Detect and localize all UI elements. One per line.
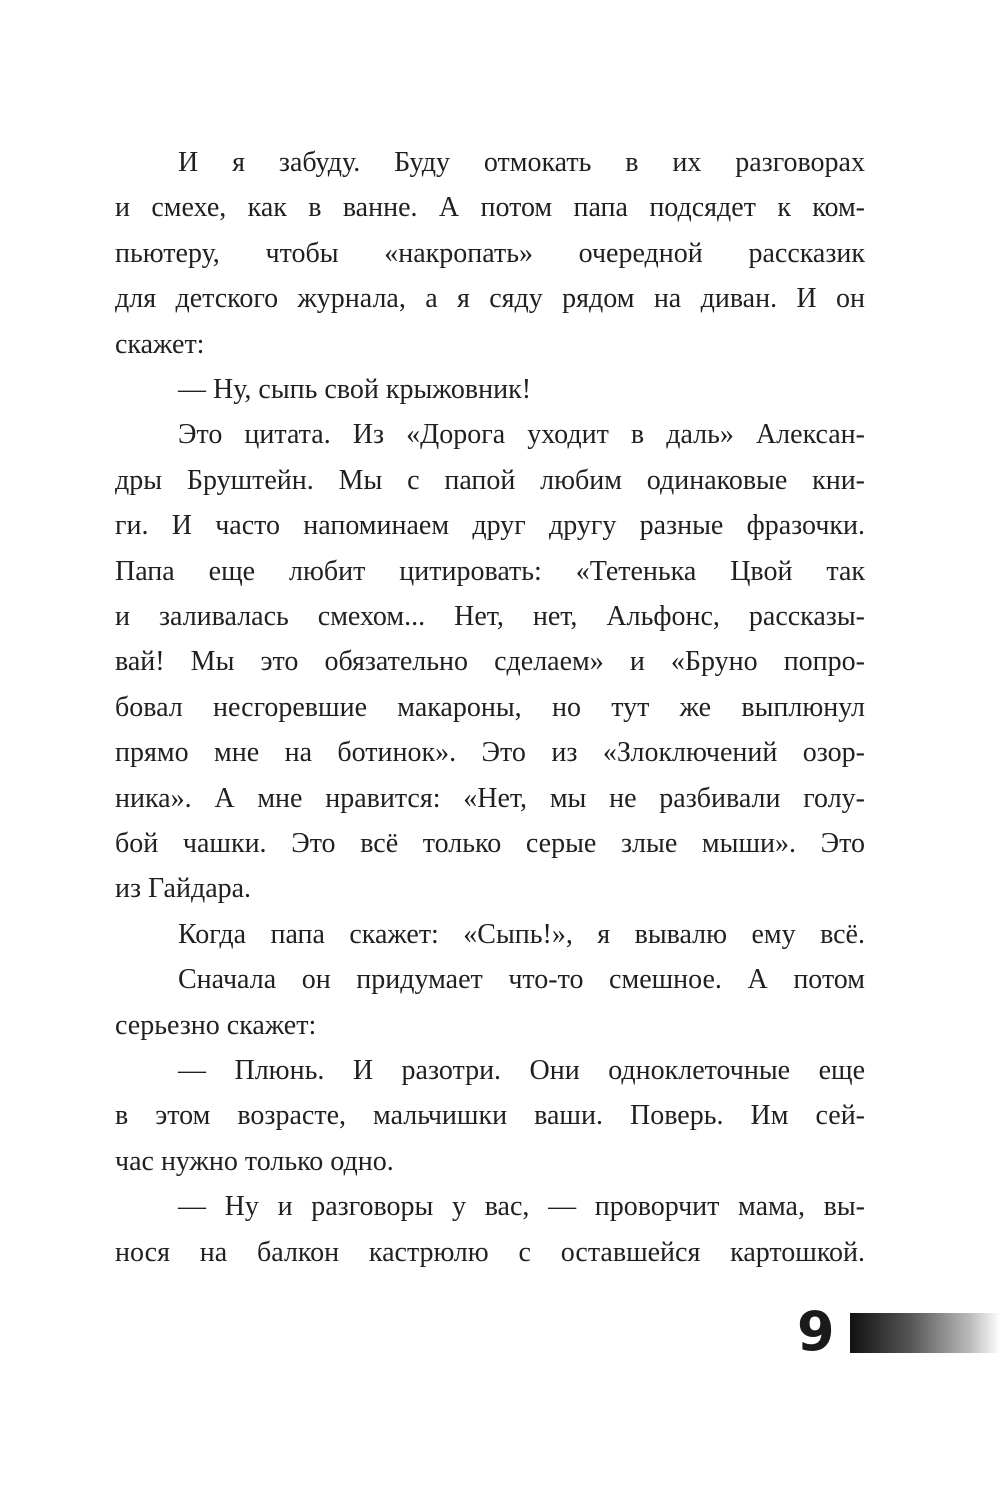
text-line: Сначала он придумает что-то смешное. А потом: [178, 964, 865, 996]
text-line: нося на балкон кастрюлю с оставшейся картошкой.: [115, 1236, 865, 1268]
text-line: Когда папа скажет: «Сыпь!», я вывалю ему всё.: [178, 918, 865, 950]
text-line: и смехе, как в ванне. А потом папа подсядет к ком-: [115, 192, 865, 224]
text-line: Это цитата. Из «Дорога уходит в даль» Алексан-: [178, 419, 865, 451]
text-line: серьезно скажет:: [115, 1009, 317, 1041]
text-line: И я забуду. Буду отмокать в их разговорах: [178, 147, 865, 178]
page-number: 9: [797, 1300, 835, 1363]
text-line: — Ну и разговоры у вас, — проворчит мама, вы-: [178, 1191, 865, 1223]
text-line: ги. И часто напоминаем друг другу разные фразочки.: [115, 510, 865, 542]
text-line: и заливалась смехом... Нет, нет, Альфонс, рассказы-: [115, 601, 865, 632]
text-line: скажет:: [115, 328, 205, 360]
text-line: в этом возрасте, мальчишки ваши. Поверь. Им сей-: [115, 1100, 865, 1132]
text-line: Папа еще любит цитировать: «Тетенька Цвой так: [115, 555, 865, 587]
page-number-gradient-bar: [850, 1313, 1000, 1353]
text-line: пьютеру, чтобы «накропать» очередной рассказик: [115, 237, 865, 269]
text-line: ника». А мне нравится: «Нет, мы не разбивали голу-: [115, 782, 865, 814]
text-line: час нужно только одно.: [115, 1145, 394, 1177]
text-line: для детского журнала, а я сяду рядом на диван. И он: [115, 283, 865, 315]
text-line: — Ну, сыпь свой крыжовник!: [178, 374, 532, 405]
text-line: дры Бруштейн. Мы с папой любим одинаковые кни-: [115, 464, 865, 496]
text-line: прямо мне на ботинок». Это из «Злоключений озор-: [115, 737, 865, 769]
text-line: бой чашки. Это всё только серые злые мыши». Это: [115, 828, 865, 859]
text-line: — Плюнь. И разотри. Они одноклеточные еще: [178, 1055, 865, 1086]
text-line: бовал несгоревшие макароны, но тут же выплюнул: [115, 691, 865, 723]
text-line: вай! Мы это обязательно сделаем» и «Бруно попро-: [115, 646, 865, 678]
text-line: из Гайдара.: [115, 873, 252, 905]
